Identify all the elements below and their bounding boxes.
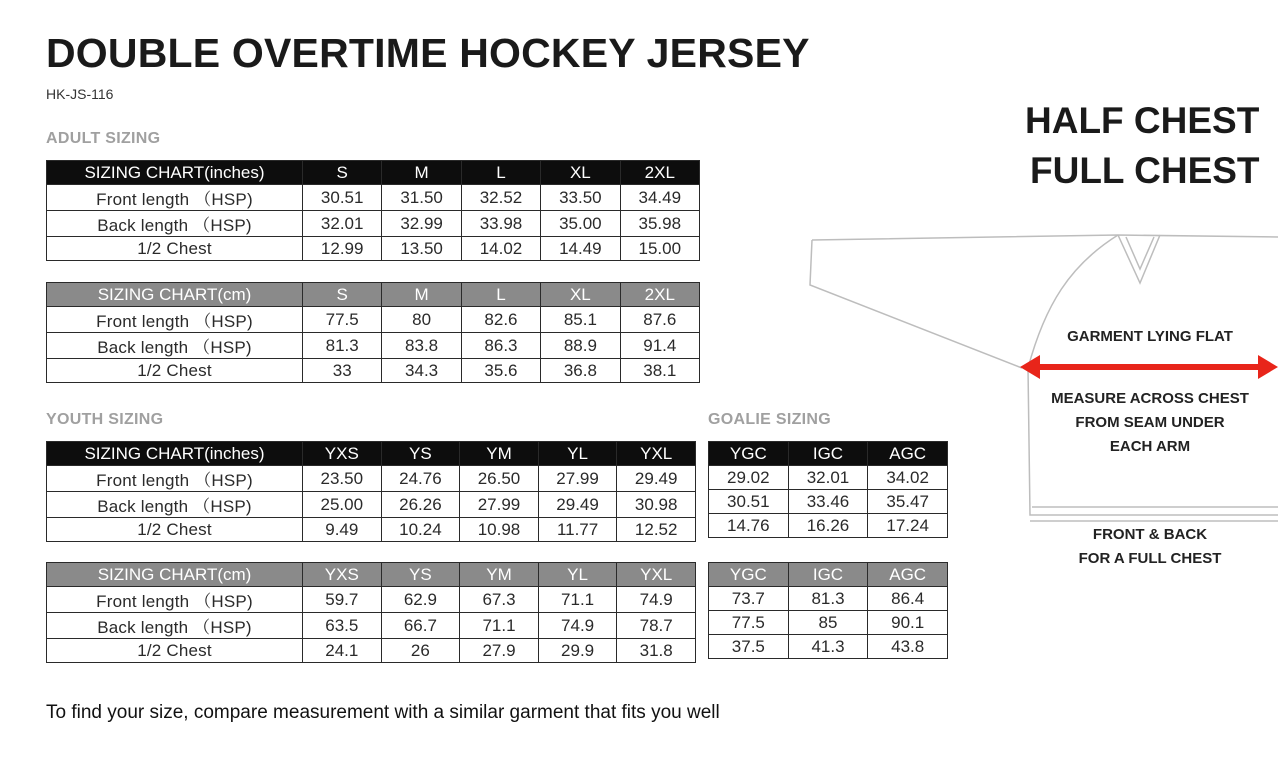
table-row (47, 613, 696, 639)
header-cell: XL (541, 161, 620, 185)
header-cell: YS (381, 442, 460, 466)
table-cell: 9.49 (303, 518, 382, 542)
table-cell: 85 (788, 611, 868, 635)
measure-instruction-line-2: FROM SEAM UNDER (1075, 414, 1225, 431)
table-cell: 27.99 (538, 466, 617, 492)
header-cell: XL (541, 283, 620, 307)
table-cell: 26.50 (460, 466, 539, 492)
adult-sizing-heading: ADULT SIZING (46, 130, 161, 147)
table-cell: 43.8 (868, 635, 948, 659)
youth-cm-table (46, 562, 696, 663)
table-cell: 59.7 (303, 587, 382, 613)
header-cell: YM (460, 563, 539, 587)
header-cell: YS (381, 563, 460, 587)
table-cell: 31.8 (617, 639, 696, 663)
table-cell: 24.1 (303, 639, 382, 663)
row-label: Back length （HSP) (47, 333, 303, 359)
header-cell: M (382, 161, 461, 185)
table-cell: 33.46 (788, 490, 868, 514)
table-cell: 29.49 (538, 492, 617, 518)
table-cell: 25.00 (303, 492, 382, 518)
goalie-cm-table (708, 562, 948, 659)
header-cell: YXL (617, 442, 696, 466)
table-cell: 14.76 (709, 514, 789, 538)
table-cell: 78.7 (617, 613, 696, 639)
measure-instruction-line-3: EACH ARM (1109, 438, 1191, 455)
header-cell: IGC (788, 563, 868, 587)
table-cell: 71.1 (538, 587, 617, 613)
table-row (709, 611, 948, 635)
row-label: Front length （HSP) (47, 307, 303, 333)
header-cell: L (461, 283, 540, 307)
table-row (709, 635, 948, 659)
table-cell: 27.99 (460, 492, 539, 518)
table-cell: 29.9 (538, 639, 617, 663)
table-cell: 38.1 (620, 359, 699, 383)
chest-measure-arrow (1020, 355, 1278, 379)
header-cell: M (382, 283, 461, 307)
table-cell: 37.5 (709, 635, 789, 659)
header-cell: SIZING CHART(inches) (47, 161, 303, 185)
header-cell: YGC (709, 442, 789, 466)
table-header-row (47, 563, 696, 587)
table-cell: 86.4 (868, 587, 948, 611)
table-cell: 26.26 (381, 492, 460, 518)
table-cell: 10.98 (460, 518, 539, 542)
product-code: HK-JS-116 (46, 86, 114, 102)
table-row (47, 518, 696, 542)
table-row (47, 639, 696, 663)
row-label: 1/2 Chest (47, 639, 303, 663)
row-label: Front length （HSP) (47, 587, 303, 613)
table-header-row (709, 563, 948, 587)
table-cell: 11.77 (538, 518, 617, 542)
table-cell: 13.50 (382, 237, 461, 261)
header-cell: 2XL (620, 161, 699, 185)
table-row (47, 211, 700, 237)
table-cell: 90.1 (868, 611, 948, 635)
row-label: Front length （HSP) (47, 185, 303, 211)
table-cell: 30.98 (617, 492, 696, 518)
table-row (47, 237, 700, 261)
table-cell: 30.51 (303, 185, 382, 211)
table-cell: 32.99 (382, 211, 461, 237)
goalie-sizing-heading: GOALIE SIZING (708, 411, 832, 428)
full-chest-heading: FULL CHEST (1030, 150, 1260, 191)
front-back-note-line-1: FRONT & BACK (1092, 526, 1208, 543)
table-cell: 33.98 (461, 211, 540, 237)
table-cell: 33.50 (541, 185, 620, 211)
table-cell: 24.76 (381, 466, 460, 492)
row-label: Back length （HSP) (47, 613, 303, 639)
row-label: Front length （HSP) (47, 466, 303, 492)
table-row (47, 359, 700, 383)
table-row (47, 333, 700, 359)
table-cell: 10.24 (381, 518, 460, 542)
table-cell: 17.24 (868, 514, 948, 538)
table-cell: 12.52 (617, 518, 696, 542)
table-cell: 26 (381, 639, 460, 663)
table-cell: 31.50 (382, 185, 461, 211)
header-cell: SIZING CHART(inches) (47, 442, 303, 466)
table-cell: 41.3 (788, 635, 868, 659)
header-cell: YM (460, 442, 539, 466)
table-cell: 35.98 (620, 211, 699, 237)
table-cell: 35.00 (541, 211, 620, 237)
header-cell: S (303, 283, 382, 307)
half-chest-heading: HALF CHEST (1025, 100, 1260, 141)
table-cell: 83.8 (382, 333, 461, 359)
table-cell: 74.9 (617, 587, 696, 613)
header-cell: S (303, 161, 382, 185)
table-cell: 87.6 (620, 307, 699, 333)
measure-instruction-line-1: MEASURE ACROSS CHEST (1051, 390, 1249, 407)
table-cell: 36.8 (541, 359, 620, 383)
jersey-outline-diagram (800, 225, 1278, 535)
table-cell: 74.9 (538, 613, 617, 639)
table-cell: 34.02 (868, 466, 948, 490)
header-cell: YXS (303, 442, 382, 466)
header-cell: SIZING CHART(cm) (47, 283, 303, 307)
table-cell: 77.5 (709, 611, 789, 635)
table-cell: 80 (382, 307, 461, 333)
table-row (47, 587, 696, 613)
header-cell: L (461, 161, 540, 185)
table-cell: 85.1 (541, 307, 620, 333)
table-cell: 33 (303, 359, 382, 383)
table-cell: 67.3 (460, 587, 539, 613)
header-cell: SIZING CHART(cm) (47, 563, 303, 587)
table-cell: 35.47 (868, 490, 948, 514)
garment-lying-flat-label: GARMENT LYING FLAT (1067, 328, 1233, 345)
page-title: DOUBLE OVERTIME HOCKEY JERSEY (46, 30, 810, 76)
youth-sizing-heading: YOUTH SIZING (46, 411, 164, 428)
header-cell: YL (538, 442, 617, 466)
header-cell: IGC (788, 442, 868, 466)
header-cell: YXS (303, 563, 382, 587)
table-row (47, 466, 696, 492)
table-row (47, 307, 700, 333)
table-cell: 62.9 (381, 587, 460, 613)
table-cell: 29.49 (617, 466, 696, 492)
table-cell: 73.7 (709, 587, 789, 611)
table-cell: 86.3 (461, 333, 540, 359)
table-cell: 15.00 (620, 237, 699, 261)
table-cell: 32.01 (303, 211, 382, 237)
table-cell: 23.50 (303, 466, 382, 492)
row-label: 1/2 Chest (47, 518, 303, 542)
table-cell: 66.7 (381, 613, 460, 639)
table-cell: 88.9 (541, 333, 620, 359)
table-cell: 81.3 (303, 333, 382, 359)
row-label: 1/2 Chest (47, 359, 303, 383)
table-cell: 16.26 (788, 514, 868, 538)
table-cell: 63.5 (303, 613, 382, 639)
header-cell: 2XL (620, 283, 699, 307)
adult-inches-table (46, 160, 700, 261)
table-cell: 29.02 (709, 466, 789, 490)
youth-inches-table (46, 441, 696, 542)
table-cell: 14.49 (541, 237, 620, 261)
adult-cm-table (46, 282, 700, 383)
table-cell: 27.9 (460, 639, 539, 663)
header-cell: YXL (617, 563, 696, 587)
table-row (47, 492, 696, 518)
table-header-row (47, 283, 700, 307)
table-cell: 71.1 (460, 613, 539, 639)
table-cell: 30.51 (709, 490, 789, 514)
header-cell: AGC (868, 563, 948, 587)
footer-note: To find your size, compare measurement with a similar garment that fits you well (46, 702, 720, 723)
table-cell: 34.49 (620, 185, 699, 211)
header-cell: AGC (868, 442, 948, 466)
row-label: 1/2 Chest (47, 237, 303, 261)
header-cell: YL (538, 563, 617, 587)
table-cell: 12.99 (303, 237, 382, 261)
table-cell: 34.3 (382, 359, 461, 383)
row-label: Back length （HSP) (47, 492, 303, 518)
table-cell: 82.6 (461, 307, 540, 333)
table-header-row (47, 161, 700, 185)
table-row (709, 587, 948, 611)
table-header-row (47, 442, 696, 466)
table-cell: 14.02 (461, 237, 540, 261)
table-cell: 77.5 (303, 307, 382, 333)
table-row (47, 185, 700, 211)
table-cell: 32.01 (788, 466, 868, 490)
table-cell: 35.6 (461, 359, 540, 383)
row-label: Back length （HSP) (47, 211, 303, 237)
table-cell: 91.4 (620, 333, 699, 359)
header-cell: YGC (709, 563, 789, 587)
table-cell: 32.52 (461, 185, 540, 211)
table-cell: 81.3 (788, 587, 868, 611)
front-back-note-line-2: FOR A FULL CHEST (1078, 550, 1222, 567)
jersey-outline (810, 235, 1278, 521)
